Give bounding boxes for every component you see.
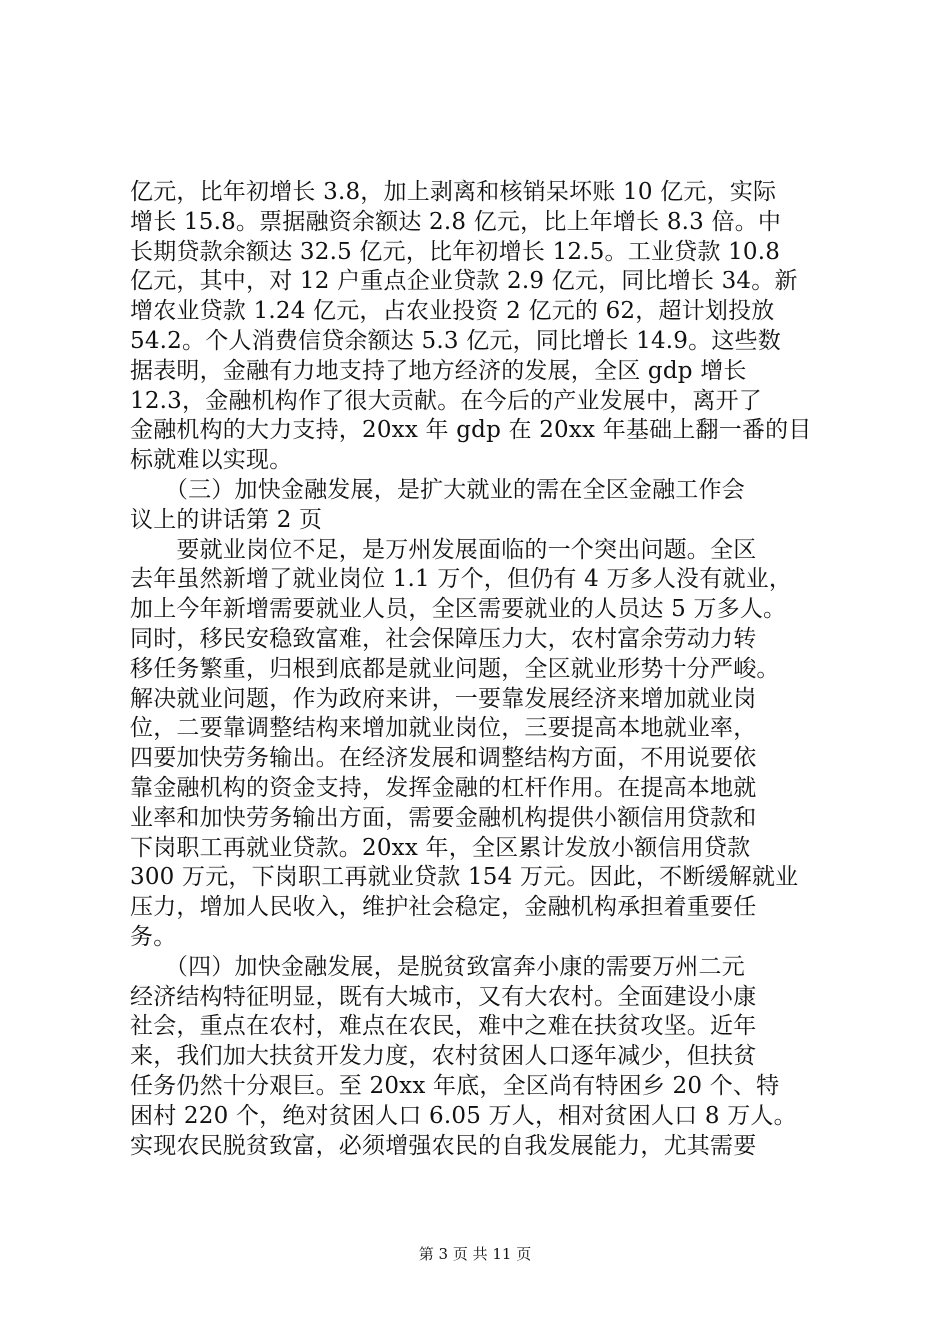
text-line: 靠金融机构的资金支持，发挥金融的杠杆作用。在提高本地就 — [130, 774, 757, 801]
text-line: 300 万元，下岗职工再就业贷款 154 万元。因此，不断缓解就业 — [130, 864, 799, 891]
text-line: 增长 15.8。票据融资余额达 2.8 亿元，比上年增长 8.3 倍。中 — [130, 208, 782, 235]
text-line: （三）加快金融发展，是扩大就业的需在全区金融工作会 — [130, 476, 745, 503]
text-line: 社会，重点在农村，难点在农民，难中之难在扶贫攻坚。近年 — [130, 1013, 757, 1040]
text-line: 同时，移民安稳致富难，社会保障压力大，农村富余劳动力转 — [130, 625, 757, 652]
text-line: 来，我们加大扶贫开发力度，农村贫困人口逐年减少，但扶贫 — [130, 1043, 757, 1070]
text-line: 经济结构特征明显，既有大城市，又有大农村。全面建设小康 — [130, 983, 757, 1010]
text-line: 位，二要靠调整结构来增加就业岗位，三要提高本地就业率， — [130, 715, 757, 742]
text-line: 移任务繁重，归根到底都是就业问题，全区就业形势十分严峻。 — [130, 655, 780, 682]
text-line: 下岗职工再就业贷款。20xx 年，全区累计发放小额信用贷款 — [130, 834, 751, 861]
text-line: 54.2。个人消费信贷余额达 5.3 亿元，同比增长 14.9。这些数 — [130, 327, 781, 354]
page-number-footer: 第 3 页 共 11 页 — [418, 1245, 532, 1263]
text-line: 增农业贷款 1.24 亿元，占农业投资 2 亿元的 62，超计划投放 — [130, 298, 775, 325]
text-line: 困村 220 个，绝对贫困人口 6.05 万人，相对贫困人口 8 万人。 — [130, 1102, 797, 1129]
text-line: 长期贷款余额达 32.5 亿元，比年初增长 12.5。工业贷款 10.8 — [130, 238, 781, 265]
text-line: 务。 — [130, 923, 177, 950]
text-line: 任务仍然十分艰巨。至 20xx 年底，全区尚有特困乡 20 个、特 — [130, 1072, 780, 1099]
text-line: 四要加快劳务输出。在经济发展和调整结构方面，不用说要依 — [130, 745, 757, 772]
text-line: 亿元，其中，对 12 户重点企业贷款 2.9 亿元，同比增长 34。新 — [130, 268, 798, 295]
text-line: （四）加快金融发展，是脱贫致富奔小康的需要万州二元 — [130, 953, 745, 980]
text-line: 解决就业问题，作为政府来讲，一要靠发展经济来增加就业岗 — [130, 685, 757, 712]
text-line: 金融机构的大力支持，20xx 年 gdp 在 20xx 年基础上翻一番的目 — [130, 417, 812, 444]
text-line: 去年虽然新增了就业岗位 1.1 万个，但仍有 4 万多人没有就业， — [130, 566, 793, 593]
text-line: 业率和加快劳务输出方面，需要金融机构提供小额信用贷款和 — [130, 804, 757, 831]
text-line: 压力，增加人民收入，维护社会稳定，金融机构承担着重要任 — [130, 894, 757, 921]
text-line: 据表明，金融有力地支持了地方经济的发展，全区 gdp 增长 — [130, 357, 747, 384]
body-text — [130, 178, 830, 1161]
text-line: 亿元，比年初增长 3.8，加上剥离和核销呆坏账 10 亿元，实际 — [130, 179, 777, 205]
text-line: 议上的讲话第 2 页 — [130, 506, 323, 533]
text-line: 12.3，金融机构作了很大贡献。在今后的产业发展中，离开了 — [130, 387, 763, 414]
text-line: 加上今年新增需要就业人员，全区需要就业的人员达 5 万多人。 — [130, 596, 787, 623]
text-line: 实现农民脱贫致富，必须增强农民的自我发展能力，尤其需要 — [130, 1132, 757, 1159]
text-line: 标就难以实现。 — [130, 447, 293, 474]
text-line: 要就业岗位不足，是万州发展面临的一个突出问题。全区 — [130, 536, 757, 563]
